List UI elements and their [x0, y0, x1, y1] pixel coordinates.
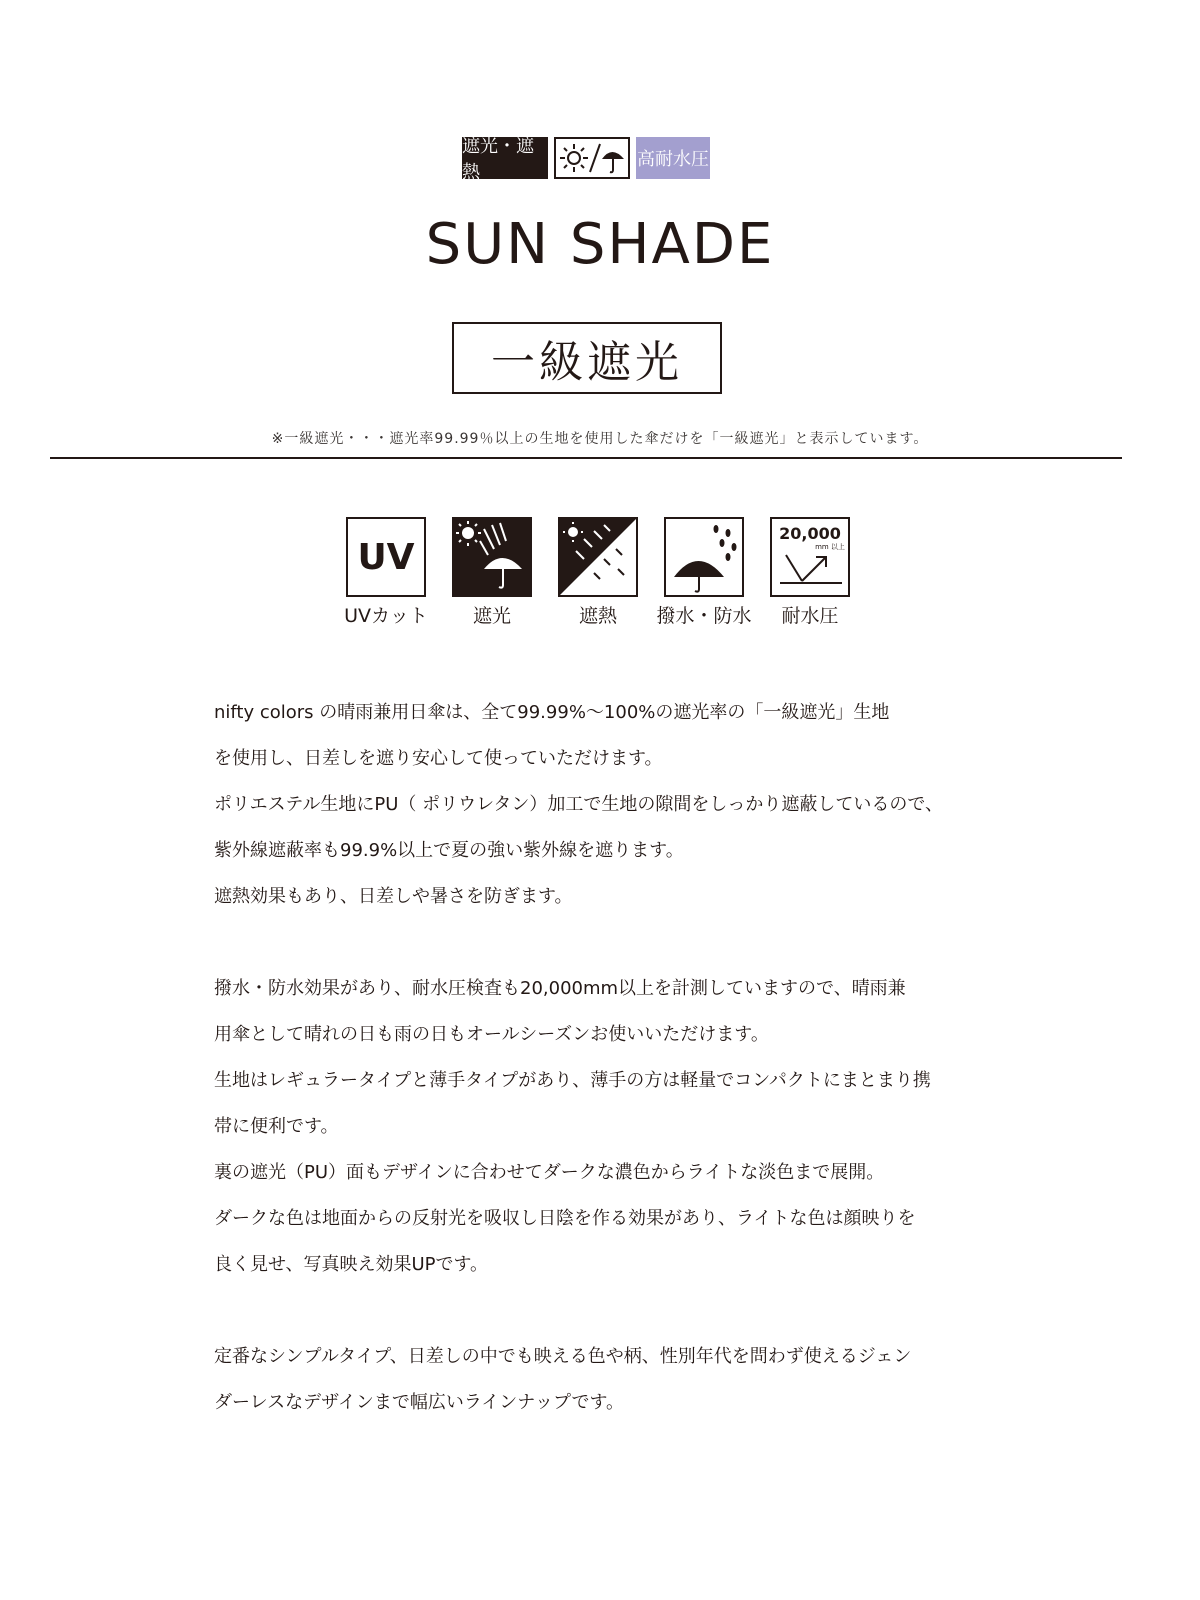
feature-water-pressure: [757, 517, 863, 628]
paragraph-line: を使用し、日差しを遮り安心して使っていただけます。: [214, 748, 663, 769]
feature-heat: [545, 517, 651, 628]
paragraph-line: 良く見せ、写真映え効果UPです。: [214, 1254, 489, 1275]
paragraph-line: ポリエステル生地にPU（ ポリウレタン）加工で生地の隙間をしっかり遮蔽しているので、: [214, 794, 944, 815]
sun-umbrella-icon: [554, 137, 630, 179]
feature-label: 撥水・防水: [656, 605, 752, 627]
pressure-value: 20,000: [779, 524, 841, 543]
paragraph-line: nifty colors の晴雨兼用日傘は、全て99.99%～100%の遮光率の「一級遮光」生地: [214, 702, 890, 723]
uv-icon: [346, 517, 426, 597]
paragraph-line: 定番なシンプルタイプ、日差しの中でも映える色や柄、性別年代を問わず使えるジェン: [214, 1346, 912, 1367]
uv-icon-text: UV: [357, 537, 415, 578]
pressure-unit: mm 以上: [815, 543, 845, 551]
page-title: SUN SHADE: [425, 212, 775, 277]
water-repellent-icon: [664, 517, 744, 597]
shading-icon: [452, 517, 532, 597]
water-pressure-icon: [770, 517, 850, 597]
feature-label: 遮熱: [578, 605, 617, 627]
heat-shield-icon: [558, 517, 638, 597]
paragraph-line: 撥水・防水効果があり、耐水圧検査も20,000mm以上を計測していますので、晴雨兼: [214, 978, 906, 999]
paragraph-line: 遮熱効果もあり、日差しや暑さを防ぎます。: [214, 886, 573, 907]
paragraph-line: 帯に便利です。: [214, 1116, 339, 1137]
paragraph-line: ダーレスなデザインまで幅広いラインナップです。: [214, 1392, 625, 1413]
paragraph-line: ダークな色は地面からの反射光を吸収し日陰を作る効果があり、ライトな色は顔映りを: [214, 1208, 916, 1229]
badge-shading: 遮光・遮熱: [462, 137, 548, 179]
badge-row: [462, 136, 712, 183]
paragraph-line: 紫外線遮蔽率も99.9%以上で夏の強い紫外線を遮ります。: [214, 840, 684, 861]
grade-label: 一級遮光: [452, 322, 722, 394]
footnote: ※一級遮光・・・遮光率99.99％以上の生地を使用した傘だけを「一級遮光」と表示しています。: [271, 431, 929, 447]
paragraph-line: 生地はレギュラータイプと薄手タイプがあり、薄手の方は軽量でコンパクトにまとまり携: [214, 1070, 931, 1091]
feature-label: 耐水圧: [781, 605, 839, 627]
feature-shading: [439, 517, 545, 628]
badge-water-pressure: 高耐水圧: [636, 137, 710, 179]
paragraph-line: 用傘として晴れの日も雨の日もオールシーズンお使いいただけます。: [214, 1024, 769, 1045]
description: [214, 690, 974, 1426]
paragraph-line: 裏の遮光（PU）面もデザインに合わせてダークな濃色からライトな淡色まで展開。: [214, 1162, 885, 1183]
divider: [50, 457, 1122, 459]
feature-uv: [333, 517, 439, 628]
feature-icons: [333, 517, 873, 627]
feature-label: UVカット: [344, 605, 428, 627]
feature-label: 遮光: [472, 605, 511, 627]
feature-waterproof: [651, 517, 757, 628]
